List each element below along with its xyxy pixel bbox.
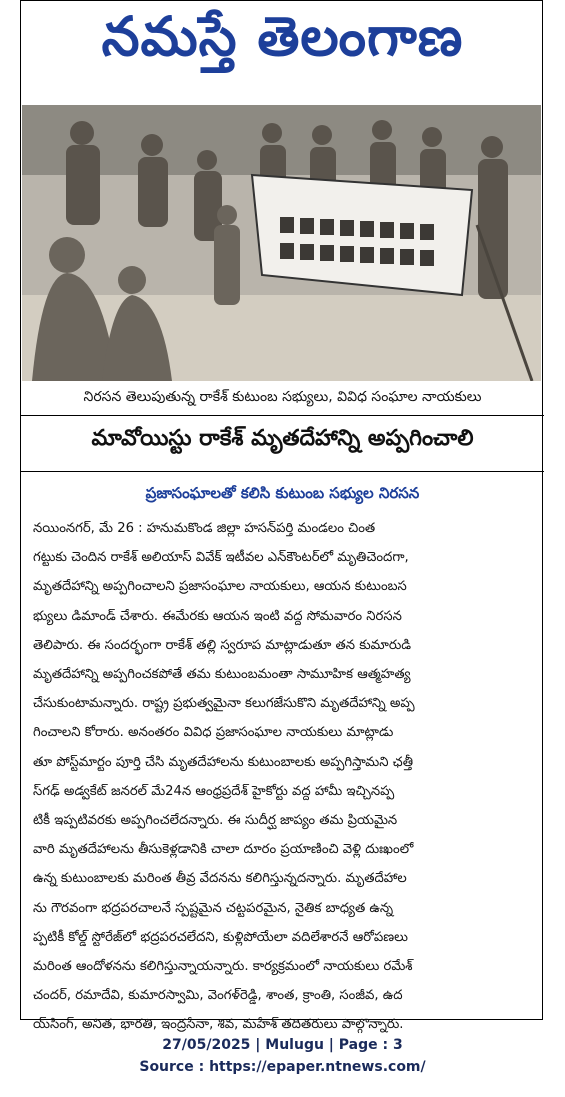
article-line: మరింత ఆందోళనను కలిగిస్తున్నాయన్నారు. కార్యక్రమంలో నాయకులు రమేశ్ — [33, 959, 413, 975]
article-line: నయింనగర్, మే 26 : హనుమకొండ జిల్లా హసన్‌పర్తి మండలం చింత — [33, 521, 376, 536]
article-line: స్‌గఢ్ అడ్వకేట్ జనరల్ మే24న ఆంధ్రప్రదేశ్ హైకోర్టు వద్ద హామీ ఇచ్చినప్ప — [33, 783, 395, 799]
masthead-title: నమస్తే తెలంగాణ — [101, 4, 464, 68]
article-line: తూ పోస్ట్‌మార్టం పూర్తి చేసి మృతదేహాలను కుటుంబాలకు అప్పగిస్తామని ఛత్తీ — [33, 754, 414, 770]
protest-photo-image — [22, 105, 541, 381]
article-line: గించాలని కోరారు. అనంతరం వివిధ ప్రజాసంఘాల నాయకులు మాట్లాడు — [33, 725, 394, 741]
article-body — [33, 514, 533, 1040]
article-headline: మావోయిస్టు రాకేశ్ మృతదేహాన్ని అప్పగించాలి — [91, 426, 474, 451]
article-line: య్‌సింగ్, అనిత, భారతి, ఇంద్రసేనా, శివ, మహేశ్ తదితరులు పాల్గొన్నారు. — [33, 1017, 404, 1033]
footer-dateline: 27/05/2025 | Mulugu | Page : 3 — [162, 1037, 403, 1053]
article-line: వారి మృతదేహాలను తీసుకెళ్లడానికి చాలా దూరం ప్రయాణించి వెళ్లి దుఃఖంలో — [33, 842, 414, 858]
article-line: ఉన్న కుటుంబాలకు మరింత తీవ్ర వేదనను కలిగిస్తున్నదన్నారు. మృతదేహాల — [33, 871, 407, 887]
article-line: టికీ ఇప్పటివరకు అప్పగించలేదన్నారు. ఈ సుదీర్ఘ జాప్యం తమ ప్రియమైన — [33, 813, 398, 829]
news-photo — [22, 105, 541, 381]
article-line: గట్టుకు చెందిన రాకేశ్ అలియాస్ వివేక్ ఇటీవల ఎన్‌కౌంటర్‌లో మృతిచెందగా, — [33, 550, 409, 566]
article-line: తెలిపారు. ఈ సందర్భంగా రాకేశ్ తల్లి స్వరూప మాట్లాడుతూ తన కుమారుడి — [33, 637, 412, 653]
newspaper-clipping — [20, 0, 543, 1033]
article-line: మృతదేహాన్ని అప్పగించాలని ప్రజాసంఘాల నాయకులు, ఆయన కుటుంబస — [33, 579, 407, 595]
article-subheadline: ప్రజాసంఘాలతో కలిసి కుటుంబ సభ్యుల నిరసన — [145, 484, 420, 502]
photo-caption: నిరసన తెలుపుతున్న రాకేశ్ కుటుంబ సభ్యులు, వివిధ సంఘాల నాయకులు — [83, 389, 482, 405]
article-line: చందర్, రమాదేవి, కుమారస్వామి, వెంగళ్‌రెడ్డి, శాంత, క్రాంతి, సంజీవ, ఉద — [33, 988, 403, 1004]
footer-source: Source : https://epaper.ntnews.com/ — [139, 1059, 426, 1075]
divider-top — [21, 415, 544, 416]
masthead — [21, 4, 544, 79]
divider-bottom — [21, 471, 544, 472]
article-line: భ్యులు డిమాండ్ చేశారు. ఈమేరకు ఆయన ఇంటి వద్ద సోమవారం నిరసన — [33, 608, 402, 624]
article-line: చేసుకుంటామన్నారు. రాష్ట్ర ప్రభుత్వమైనా కలుగజేసుకొని మృతదేహాన్ని అప్ప — [33, 696, 415, 712]
article-line: ను గౌరవంగా భద్రపరచాలనే స్పష్టమైన చట్టపరమైన, నైతిక బాధ్యత ఉన్న — [33, 900, 394, 916]
article-line: ప్పటికీ కోల్డ్ స్టోరేజ్‌లో భద్రపరచలేదని, కుళ్లిపోయేలా వదిలేశారనే ఆరోపణలు — [33, 929, 408, 945]
article-line: మృతదేహాన్ని అప్పగించకపోతే తమ కుటుంబమంతా సామూహిక ఆత్మహత్య — [33, 667, 411, 683]
